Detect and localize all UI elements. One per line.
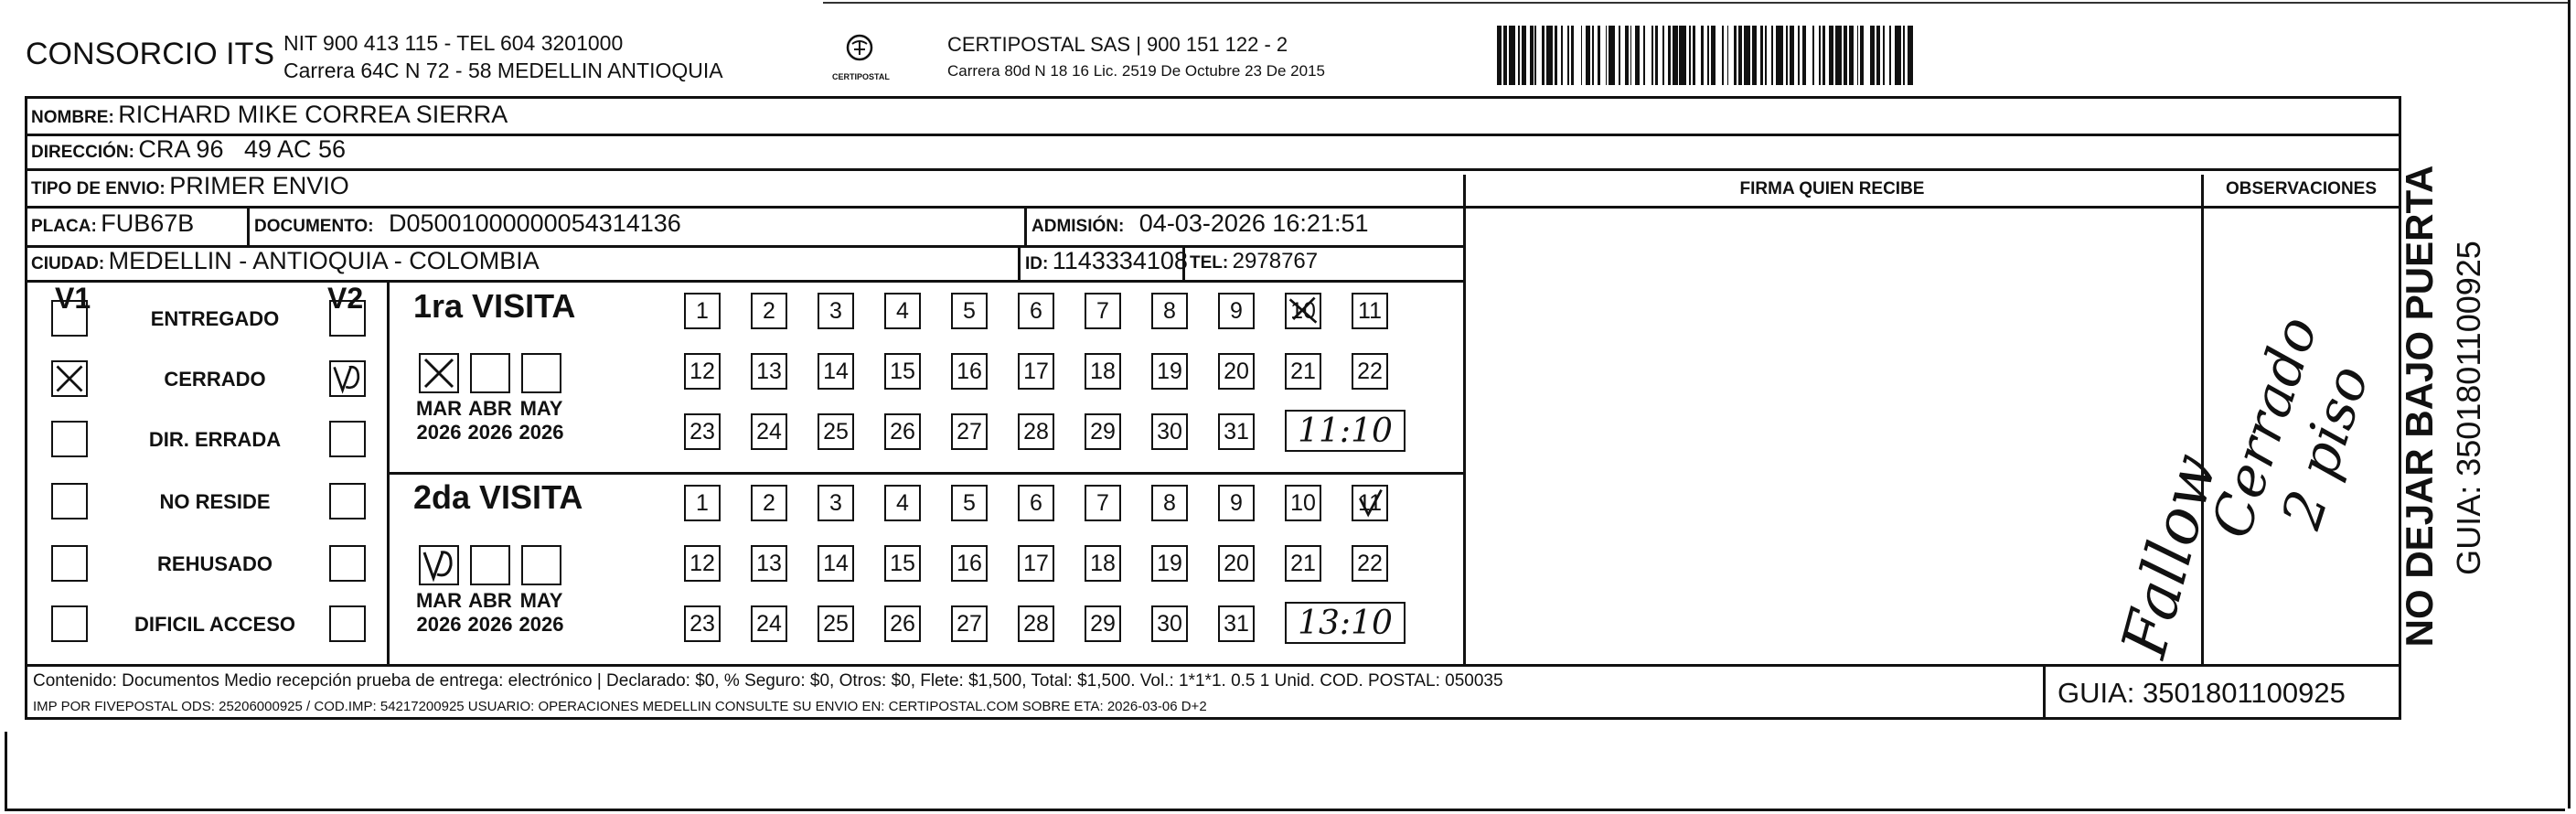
delivery-form: [25, 96, 2401, 720]
certipostal-logo: [832, 31, 890, 86]
visit2-day-box[interactable]: 9: [1218, 485, 1255, 521]
tipo-value: PRIMER ENVIO: [169, 172, 349, 199]
v2-checkbox[interactable]: [329, 483, 366, 519]
placa-label: PLACA:: [31, 217, 97, 236]
visit2-month-checkbox[interactable]: [521, 545, 561, 585]
visit1-day-box[interactable]: 22: [1352, 353, 1388, 390]
visit1-day-box[interactable]: 18: [1085, 353, 1121, 390]
visit1-day-box[interactable]: 26: [884, 413, 921, 450]
visit1-day-box[interactable]: 12: [684, 353, 721, 390]
visit2-day-box[interactable]: 13: [751, 545, 787, 582]
visit2-day-box[interactable]: 29: [1085, 605, 1121, 642]
visit2-day-box[interactable]: 23: [684, 605, 721, 642]
id-label: ID:: [1025, 254, 1049, 273]
id-value: 1143334108: [1052, 247, 1188, 274]
visit2-day-box[interactable]: 24: [751, 605, 787, 642]
visit2-month-label: MAY 2026: [518, 589, 564, 636]
barcode-bar: [1716, 26, 1722, 85]
visit1-day-box[interactable]: 6: [1018, 293, 1054, 329]
visit1-day-box[interactable]: 23: [684, 413, 721, 450]
documento-label: DOCUMENTO:: [254, 217, 374, 236]
visit1-month-checkbox[interactable]: [419, 353, 459, 393]
id-row: [1025, 247, 1188, 275]
visit1-day-box[interactable]: 2: [751, 293, 787, 329]
visit2-day-box[interactable]: 4: [884, 485, 921, 521]
visit1-day-box[interactable]: 15: [884, 353, 921, 390]
rule-7: [387, 472, 1463, 475]
admision-row: [1031, 209, 1369, 238]
visit1-day-box[interactable]: 9: [1218, 293, 1255, 329]
visit1-month-label: MAY 2026: [518, 397, 564, 444]
visit1-day-box[interactable]: 29: [1085, 413, 1121, 450]
barcode-bar: [1574, 26, 1580, 85]
visit2-day-box[interactable]: 14: [818, 545, 854, 582]
vrule-visits: [387, 280, 390, 664]
sender-nit: NIT 900 413 115 - TEL 604 3201000: [283, 31, 624, 55]
observaciones-header: [2204, 179, 2399, 199]
vrule-guia: [2043, 664, 2046, 717]
status-label: CERRADO: [164, 368, 266, 391]
admision-label: ADMISIÓN:: [1031, 217, 1125, 236]
rule-1: [27, 134, 2399, 136]
barcode-bar: [1913, 26, 1917, 85]
certipostal-logo-icon: [832, 31, 887, 68]
visit1-month-checkbox[interactable]: [521, 353, 561, 393]
visit2-month-label: ABR 2026: [467, 589, 513, 636]
visit1-month-checkbox[interactable]: [470, 353, 510, 393]
visit2-day-box[interactable]: 8: [1151, 485, 1188, 521]
visit2-day-box[interactable]: 15: [884, 545, 921, 582]
footer-contenido: Contenido: Documentos Medio recepción prueba de entrega: electrónico | Declarado: $0, % Seguro: $0, Otros: $0, Flete: $1,500, Total: $1,500. Vol.: 1*1*1. 0.5 1 Unid. COD. POSTAL: 050035: [33, 671, 1503, 691]
vrule-admision: [1024, 206, 1027, 245]
day-number: 10: [1290, 297, 1316, 324]
barcode-bar: [1776, 26, 1782, 85]
nombre-label: NOMBRE:: [31, 108, 114, 127]
visit2-day-box[interactable]: 30: [1151, 605, 1188, 642]
barcode-bar: [1835, 26, 1842, 85]
visit2-day-mark: [1353, 487, 1386, 519]
visit2-day-box[interactable]: 31: [1218, 605, 1255, 642]
paper-bottom-rule: [5, 809, 2565, 811]
visit2-day-box[interactable]: [1352, 485, 1388, 521]
barcode-bar: [1806, 26, 1812, 85]
visit1-day-box[interactable]: 3: [818, 293, 854, 329]
visit1-day-box[interactable]: 13: [751, 353, 787, 390]
visit2-time-box[interactable]: 13:10: [1285, 602, 1406, 644]
visit2-title: 2da VISITA: [413, 478, 583, 516]
visit1-day-box[interactable]: 11: [1352, 293, 1388, 329]
rule-6: [2204, 206, 2399, 209]
visit1-day-box[interactable]: 14: [818, 353, 854, 390]
ciudad-label: CIUDAD:: [31, 254, 105, 273]
tel-value: 2978767: [1232, 249, 1319, 273]
placa-value: FUB67B: [101, 209, 195, 237]
signature-handwriting: Fallow: [2108, 446, 2232, 665]
visit1-day-box[interactable]: 31: [1218, 413, 1255, 450]
sender-name: CONSORCIO ITS: [26, 37, 275, 71]
direccion-label: DIRECCIÓN:: [31, 143, 134, 162]
vrule-obs: [2201, 175, 2204, 664]
visit1-day-box[interactable]: 8: [1151, 293, 1188, 329]
vrule-firma: [1463, 175, 1466, 664]
vrule-id: [1018, 245, 1021, 280]
visit1-day-box[interactable]: 27: [951, 413, 988, 450]
certipostal-logo-text: CERTIPOSTAL: [832, 72, 890, 81]
visit2-day-box[interactable]: 6: [1018, 485, 1054, 521]
visit2-day-box[interactable]: 25: [818, 605, 854, 642]
observaciones-label: OBSERVACIONES: [2225, 179, 2378, 198]
barcode-bar: [1864, 26, 1870, 85]
footer-imp: IMP POR FIVEPOSTAL ODS: 25206000925 / COD.IMP: 54217200925 USUARIO: OPERACIONES MEDELLIN CONSULTE SU ENVIO EN: CERTIPOSTAL.COM SOBRE ETA: 2026-03-06 D+2: [33, 699, 1207, 714]
visit2-day-box[interactable]: 26: [884, 605, 921, 642]
visit2-month-checkbox[interactable]: [419, 545, 459, 585]
firma-label: FIRMA QUIEN RECIBE: [1739, 179, 1925, 198]
v2-checkbox[interactable]: [329, 421, 366, 457]
status-label: REHUSADO: [157, 552, 273, 575]
visit1-day-box[interactable]: 16: [951, 353, 988, 390]
admision-value: 04-03-2026 16:21:51: [1138, 209, 1369, 237]
visit2-day-box[interactable]: 5: [951, 485, 988, 521]
visit2-day-box[interactable]: 12: [684, 545, 721, 582]
visit2-day-box[interactable]: 21: [1285, 545, 1321, 582]
status-label: ENTREGADO: [150, 307, 280, 330]
v1-checkbox[interactable]: [51, 421, 88, 457]
documento-row: [254, 209, 681, 238]
barcode: [1497, 26, 2224, 85]
visit2-day-box[interactable]: 27: [951, 605, 988, 642]
visit2-day-box[interactable]: 22: [1352, 545, 1388, 582]
visit2-day-box[interactable]: 2: [751, 485, 787, 521]
v1-checkbox[interactable]: [51, 300, 88, 337]
visit1-day-box[interactable]: [1285, 293, 1321, 329]
nombre-value: RICHARD MIKE CORREA SIERRA: [118, 101, 508, 128]
visit2-day-box[interactable]: 19: [1151, 545, 1188, 582]
rule-2: [27, 168, 2399, 171]
visit1-day-box[interactable]: 4: [884, 293, 921, 329]
visit1-month-label: MAR 2026: [415, 397, 463, 444]
observaciones-handwriting: Cerrado 2 piso: [2198, 308, 2382, 546]
v1-checkbox[interactable]: [51, 483, 88, 519]
barcode-bar: [1645, 26, 1651, 85]
v2-checkbox[interactable]: [329, 545, 366, 582]
carrier-name: CERTIPOSTAL SAS | 900 151 122 - 2: [947, 33, 1288, 56]
sender-address: Carrera 64C N 72 - 58 MEDELLIN ANTIOQUIA: [283, 59, 723, 82]
status-label: DIFICIL ACCESO: [134, 613, 295, 636]
visit2-month-checkbox[interactable]: [470, 545, 510, 585]
visit1-day-box[interactable]: 17: [1018, 353, 1054, 390]
visit1-day-box[interactable]: 21: [1285, 353, 1321, 390]
rule-3: [27, 206, 2399, 209]
barcode-bar: [1679, 26, 1685, 85]
ciudad-row: [31, 247, 540, 275]
placa-row: [31, 209, 194, 238]
v1-checkbox[interactable]: [51, 545, 88, 582]
visit1-day-box[interactable]: 30: [1151, 413, 1188, 450]
visit2-day-box[interactable]: 28: [1018, 605, 1054, 642]
visit1-time-box[interactable]: 11:10: [1285, 410, 1406, 452]
side-guia: GUIA: 3501801100925: [2450, 241, 2487, 575]
visit1-day-box[interactable]: 20: [1218, 353, 1255, 390]
visit1-day-box[interactable]: 7: [1085, 293, 1121, 329]
barcode-bar: [1546, 26, 1553, 85]
v2-checkbox[interactable]: [329, 300, 366, 337]
status-label: NO RESIDE: [159, 490, 271, 513]
visit2-day-box[interactable]: 3: [818, 485, 854, 521]
footer-guia: GUIA: 3501801100925: [2058, 677, 2346, 709]
barcode-bar: [1744, 26, 1750, 85]
day-number: 11: [1358, 489, 1382, 516]
visit2-day-box[interactable]: 7: [1085, 485, 1121, 521]
carrier-license: Carrera 80d N 18 16 Lic. 2519 De Octubre 23 De 2015: [947, 62, 1325, 80]
visit1-month-label: ABR 2026: [467, 397, 513, 444]
v2-label: V2: [327, 282, 364, 315]
v1-label: V1: [55, 282, 91, 315]
visit1-day-box[interactable]: 25: [818, 413, 854, 450]
tel-row: [1190, 249, 1318, 274]
visit2-day-box[interactable]: 17: [1018, 545, 1054, 582]
visit2-month-label: MAR 2026: [415, 589, 463, 636]
status-label: DIR. ERRADA: [148, 428, 282, 451]
paper-left-rule: [5, 732, 7, 809]
tipo-row: [31, 172, 349, 200]
visit1-day-mark: [1287, 295, 1320, 327]
visit1-day-box[interactable]: 24: [751, 413, 787, 450]
direccion-value: CRA 96 49 AC 56: [138, 135, 347, 163]
documento-value: D05001000000054314136: [389, 209, 681, 237]
visit2-day-box[interactable]: 16: [951, 545, 988, 582]
visit2-day-box[interactable]: 10: [1285, 485, 1321, 521]
barcode-bar: [1895, 26, 1901, 85]
paper-top-rule: [823, 2, 2570, 4]
v1-checkbox[interactable]: [51, 360, 88, 397]
barcode-bar: [1509, 26, 1515, 85]
rule-5: [27, 280, 1463, 283]
visit1-day-box[interactable]: 19: [1151, 353, 1188, 390]
ciudad-value: MEDELLIN - ANTIOQUIA - COLOMBIA: [108, 247, 540, 274]
tel-label: TEL:: [1190, 253, 1229, 273]
visit1-title: 1ra VISITA: [413, 287, 576, 325]
direccion-row: [31, 135, 346, 164]
v2-checkbox[interactable]: [329, 360, 366, 397]
side-warning: NO DEJAR BAJO PUERTA: [2398, 165, 2441, 648]
visit1-day-box[interactable]: 1: [684, 293, 721, 329]
vrule-placa: [247, 206, 250, 245]
firma-header: [1463, 179, 2201, 199]
paper-right-rule: [2568, 0, 2571, 809]
nombre-row: [31, 101, 508, 129]
visit1-day-box[interactable]: 28: [1018, 413, 1054, 450]
v2-checkbox[interactable]: [329, 605, 366, 642]
visit2-day-box[interactable]: 18: [1085, 545, 1121, 582]
visit1-day-box[interactable]: 5: [951, 293, 988, 329]
visit2-day-box[interactable]: 1: [684, 485, 721, 521]
tipo-label: TIPO DE ENVIO:: [31, 179, 166, 198]
visit2-day-box[interactable]: 20: [1218, 545, 1255, 582]
barcode-bar: [1609, 26, 1615, 85]
v1-checkbox[interactable]: [51, 605, 88, 642]
